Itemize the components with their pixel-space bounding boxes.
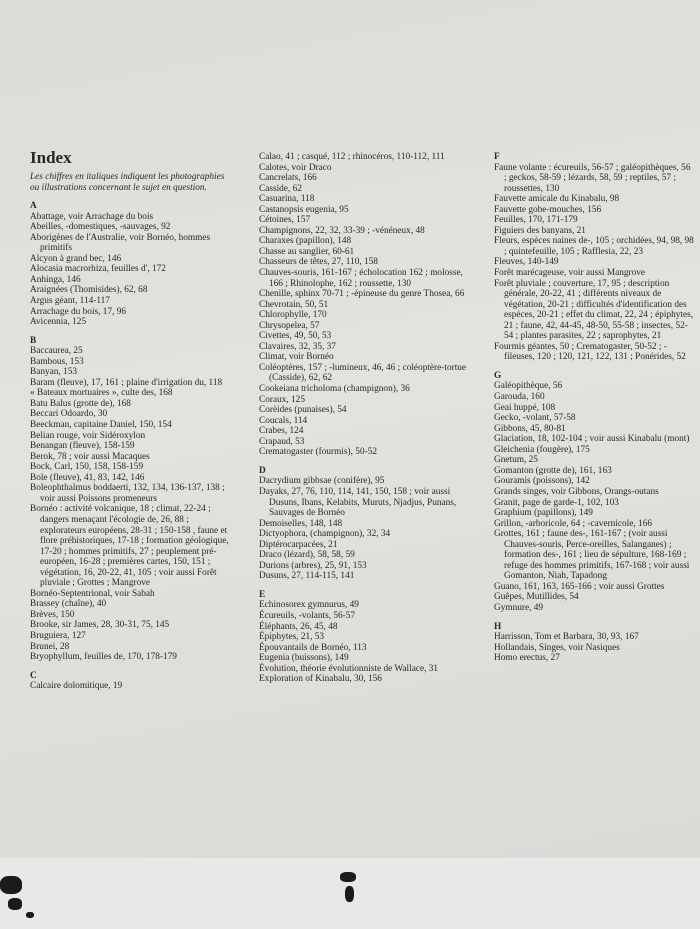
- section-letter-g: G: [494, 370, 502, 381]
- index-entry: Galéopithèque, 56: [494, 381, 563, 392]
- index-entry: Dacrydium gibbsae (conifère), 95: [259, 476, 385, 487]
- index-entry: Gnetum, 25: [494, 455, 538, 466]
- index-entry: Évolution, théorie évolutionniste de Wallace, 31: [259, 663, 439, 674]
- index-entry: Granit, page de garde-1, 102, 103: [494, 497, 619, 508]
- index-entry: Dusuns, 27, 114-115, 141: [259, 571, 355, 582]
- index-entry: Bambous, 153: [30, 356, 84, 367]
- index-entry: Crapaud, 53: [259, 436, 305, 447]
- index-entry: Belian rouge, voir Sidéroxylon: [30, 430, 146, 441]
- index-entry: Gecko, -volant, 57-58: [494, 413, 576, 424]
- index-entry: Alocasia macrorhiza, feuilles d', 172: [30, 264, 166, 275]
- index-entry: Benangan (fleuve), 158-159: [30, 441, 135, 452]
- index-entry: Épiphytes, 21, 53: [259, 632, 325, 643]
- index-entry: Crabes, 124: [259, 426, 304, 437]
- index-entry: Echinosorex gymnurus, 49: [259, 600, 359, 611]
- index-entry: Araignées (Thomisides), 62, 68: [30, 285, 148, 296]
- index-entry: Brèves, 150: [30, 609, 75, 620]
- index-intro: Les chiffres en italiques indiquent les photographies ou illustrations concernant le sujet en question.: [30, 172, 225, 193]
- index-entry: Calcaire dolomitique, 19: [30, 681, 123, 692]
- index-entry: Forêt pluviale ; couverture, 17, 95 ; description générale, 20-22, 41 ; différents niveaux de végétation, 20-21 ; difficultés d'identification des espèces, 20-21 ; effet du climat, 22, 24 ; épiphytes, 21 ; faune, 42, 44-45, 48-50, 55-58 ; insectes, 52-54 ; plantes parasites, 22 ; saprophytes, 21: [494, 278, 694, 342]
- dark-speck: [345, 886, 354, 902]
- index-entry: Castanopsis eugenia, 95: [259, 204, 349, 215]
- index-entry: Garouda, 160: [494, 392, 545, 403]
- index-entry: Faune volante : écureuils, 56-57 ; galéopithèques, 56 ; geckos, 58-59 ; lézards, 58, 59 ; reptiles, 57 ; roussettes, 130: [494, 162, 691, 194]
- index-entry: Fourmis géantes, 50 ; Crematogaster, 50-52 ; -fileuses, 120 ; 120, 121, 122, 131 ; Ponérides, 52: [494, 341, 686, 363]
- index-entry: Harrisson, Tom et Barbara, 30, 93, 167: [494, 632, 639, 643]
- dark-speck: [26, 912, 34, 918]
- page-title: Index: [30, 148, 72, 167]
- index-entry: Coraux, 125: [259, 394, 305, 405]
- dark-speck: [8, 898, 22, 910]
- index-entry: Durions (arbres), 25, 91, 153: [259, 560, 367, 571]
- index-entry: Cookeiana tricholoma (champignon), 36: [259, 384, 410, 395]
- index-entry: Chasseurs de têtes, 27, 110, 158: [259, 257, 378, 268]
- index-entry: Gibbons, 45, 80-81: [494, 423, 566, 434]
- index-entry: Fauvette amicale du Kinabalu, 98: [494, 194, 620, 205]
- section-letter-d: D: [259, 465, 266, 476]
- index-entry: Calao, 41 ; casqué, 112 ; rhinocéros, 110-112, 111: [259, 152, 445, 162]
- index-entry: Glaciation, 18, 102-104 ; voir aussi Kinabalu (mont): [494, 434, 690, 445]
- index-entry: Cétoines, 157: [259, 215, 311, 226]
- index-entry: Exploration of Kinabalu, 30, 156: [259, 674, 382, 685]
- index-entry: Aborigènes de l'Australie, voir Bornéo, hommes primitifs: [30, 232, 211, 254]
- index-entry: Forêt marécageuse, voir aussi Mangrove: [494, 268, 646, 279]
- index-entry: Épouvantails de Bornéo, 113: [259, 642, 367, 653]
- index-entry: Abeilles, -domestiques, -sauvages, 92: [30, 222, 171, 233]
- index-entry: « Bateaux mortuaires », culte des, 168: [30, 388, 173, 399]
- section-letter-b: B: [30, 335, 37, 346]
- index-entry: Homo erectus, 27: [494, 653, 560, 664]
- index-entry: Brooke, sir James, 28, 30-31, 75, 145: [30, 620, 170, 631]
- index-entry: Alcyon à grand bec, 146: [30, 253, 122, 264]
- index-entry: Chevrotain, 50, 51: [259, 299, 329, 310]
- index-entry: Grillon, -arboricole, 64 ; -cavernicole, 166: [494, 518, 652, 529]
- section-letter-e: E: [259, 589, 266, 600]
- index-entry: Boleophthalmus boddaerti, 132, 134, 136-137, 138 ; voir aussi Poissons promeneurs: [30, 483, 225, 504]
- index-entry: Eugenia (buissons), 149: [259, 653, 349, 664]
- index-entry: Fleuves, 140-149: [494, 257, 559, 268]
- index-entry: Bole (fleuve), 41, 83, 142, 146: [30, 472, 145, 483]
- index-entry: Figuiers des banyans, 21: [494, 225, 586, 236]
- index-entry: Batu Balus (grotte de), 168: [30, 398, 131, 409]
- index-entry: Éléphants, 26, 45, 48: [259, 621, 338, 632]
- index-entry: Beccari Odoardo, 30: [30, 409, 108, 420]
- index-entry: Hollandais, Singes, voir Nasiques: [494, 642, 620, 653]
- index-entry: Brassey (chaîne), 40: [30, 599, 107, 610]
- index-entry: Geai huppé, 108: [494, 402, 556, 413]
- index-entry: Bruguiera, 127: [30, 630, 86, 641]
- dark-speck: [340, 872, 356, 882]
- index-entry: Champignons, 22, 32, 33-39 ; -vénéneux, 48: [259, 225, 425, 236]
- index-entry: Chrysopelea, 57: [259, 320, 320, 331]
- index-entry: Arrachage du bois, 17, 96: [30, 306, 127, 317]
- index-entry: Banyan, 153: [30, 367, 77, 378]
- index-entry: Bornéo : activité volcanique, 18 ; climat, 22-24 ; dangers menaçant l'écologie de, 26, 88 ; explorateurs européens, 28-31 ; 150-158 , faune et flore préhistoriques, 17-18 ; formation géologique, 17-20 ; hommes primitifs, 27 ; peuplement pré-européen, 16-28 ; premières cartes, 150, 151 ; végétation, 16, 20-22, 41, 105 ; voir aussi Forêt pluviale ; Grottes ; Mangrove: [30, 504, 229, 589]
- index-entry: Argus géant, 114-117: [30, 296, 110, 307]
- index-entry: Bornéo-Septentrional, voir Sabah: [30, 588, 155, 599]
- index-column-2: [259, 152, 479, 685]
- index-entry: Corèides (punaises), 54: [259, 405, 347, 416]
- index-entry: Diptérocarpacées, 21: [259, 539, 338, 550]
- index-entry: Coléoptères, 157 ; -lumineux, 46, 46 ; coléoptère-tortue (Casside), 62, 62: [259, 362, 467, 384]
- index-entry: Civettes, 49, 50, 53: [259, 331, 332, 342]
- index-entry: Climat, voir Bornéo: [259, 352, 334, 363]
- index-entry: Gouramis (poissons), 142: [494, 476, 590, 487]
- index-entry: Guêpes, Mutillides, 54: [494, 592, 579, 603]
- index-entry: Brunei, 28: [30, 641, 70, 652]
- index-entry: Fleurs, espèces naines de-, 105 ; orchidées, 94, 98, 98 ; quintefeuille, 105 ; Rafflesia, 22, 23: [494, 236, 694, 257]
- index-entry: Casuarina, 118: [259, 194, 315, 205]
- index-entry: Chauves-souris, 161-167 ; écholocation 162 ; molosse, 166 ; Rhinolophe, 162 ; roussette, 130: [259, 268, 463, 289]
- index-entry: Anhinga, 146: [30, 274, 81, 285]
- index-entry: Chasse au sanglier, 60-61: [259, 246, 355, 257]
- index-entry: Calotes, voir Draco: [259, 162, 332, 173]
- section-letter-c: C: [30, 670, 37, 681]
- index-entry: Cancrelats, 166: [259, 173, 317, 184]
- index-entry: Crematogaster (fourmis), 50-52: [259, 447, 377, 458]
- index-entry: Bock, Carl, 150, 158, 158-159: [30, 462, 144, 473]
- index-entry: Charaxes (papillon), 148: [259, 236, 352, 247]
- index-entry: Feuilles, 170, 171-179: [494, 215, 578, 226]
- section-letter-f: F: [494, 152, 500, 162]
- index-entry: Berok, 78 ; voir aussi Macaques: [30, 451, 150, 462]
- index-entry: Grands singes, voir Gibbons, Orangs-outans: [494, 486, 659, 497]
- index-entry: Bryophyllum, feuilles de, 170, 178-179: [30, 652, 177, 663]
- index-column-1: [30, 148, 230, 692]
- index-entry: Gymnure, 49: [494, 602, 544, 613]
- index-column-3: [494, 152, 694, 664]
- section-letter-h: H: [494, 621, 502, 632]
- index-entry: Dictyophora, (champignon), 32, 34: [259, 529, 391, 540]
- dark-speck: [0, 876, 22, 894]
- index-entry: Beeckman, capitaine Daniel, 150, 154: [30, 420, 172, 431]
- index-entry: Gomanton (grotte de), 161, 163: [494, 465, 612, 476]
- index-entry: Chenille, sphinx 70-71 ; -épineuse du genre Thosea, 66: [259, 289, 465, 300]
- index-entry: Gleichenia (fougère), 175: [494, 444, 590, 455]
- index-entry: Guano, 161, 163, 165-166 ; voir aussi Grottes: [494, 581, 665, 592]
- index-entry: Draco (lézard), 58, 58, 59: [259, 550, 355, 561]
- index-entry: Graphium (papillons), 149: [494, 508, 593, 519]
- index-entry: Grottes, 161 ; faune des-, 161-167 ; (voir aussi Chauves-souris, Perce-oreilles, Salanganes) ; formation des-, 161 ; lieu de sépulture, 168-169 ; refuge des hommes primitifs, 167-168 ; voir aussi Gomanton, Niah, Tapadong: [494, 529, 690, 582]
- index-entry: Avicennia, 125: [30, 317, 87, 328]
- index-entry: Clavaires, 32, 35, 37: [259, 341, 336, 352]
- index-entry: Dayaks, 27, 76, 110, 114, 141, 150, 158 ; voir aussi Dusuns, Ibans, Kelabits, Muruts, Njadjus, Punans, Sauvages de Bornéo: [259, 486, 457, 519]
- index-entry: Casside, 62: [259, 183, 302, 194]
- floor-background: [0, 858, 700, 929]
- index-entry: Coucals, 114: [259, 415, 308, 426]
- index-entry: Abattage, voir Arrachage du bois: [30, 211, 154, 222]
- index-entry: Baram (fleuve), 17, 161 ; plaine d'irrigation du, 118: [30, 377, 223, 388]
- index-entry: Fauvette gobe-mouches, 156: [494, 204, 602, 215]
- section-letter-a: A: [30, 201, 37, 212]
- index-entry: Écureuils, -volants, 56-57: [259, 610, 356, 621]
- index-entry: Demoiselles, 148, 148: [259, 518, 343, 529]
- index-entry: Baccaurea, 25: [30, 346, 83, 357]
- index-entry: Chlorophylle, 170: [259, 310, 327, 321]
